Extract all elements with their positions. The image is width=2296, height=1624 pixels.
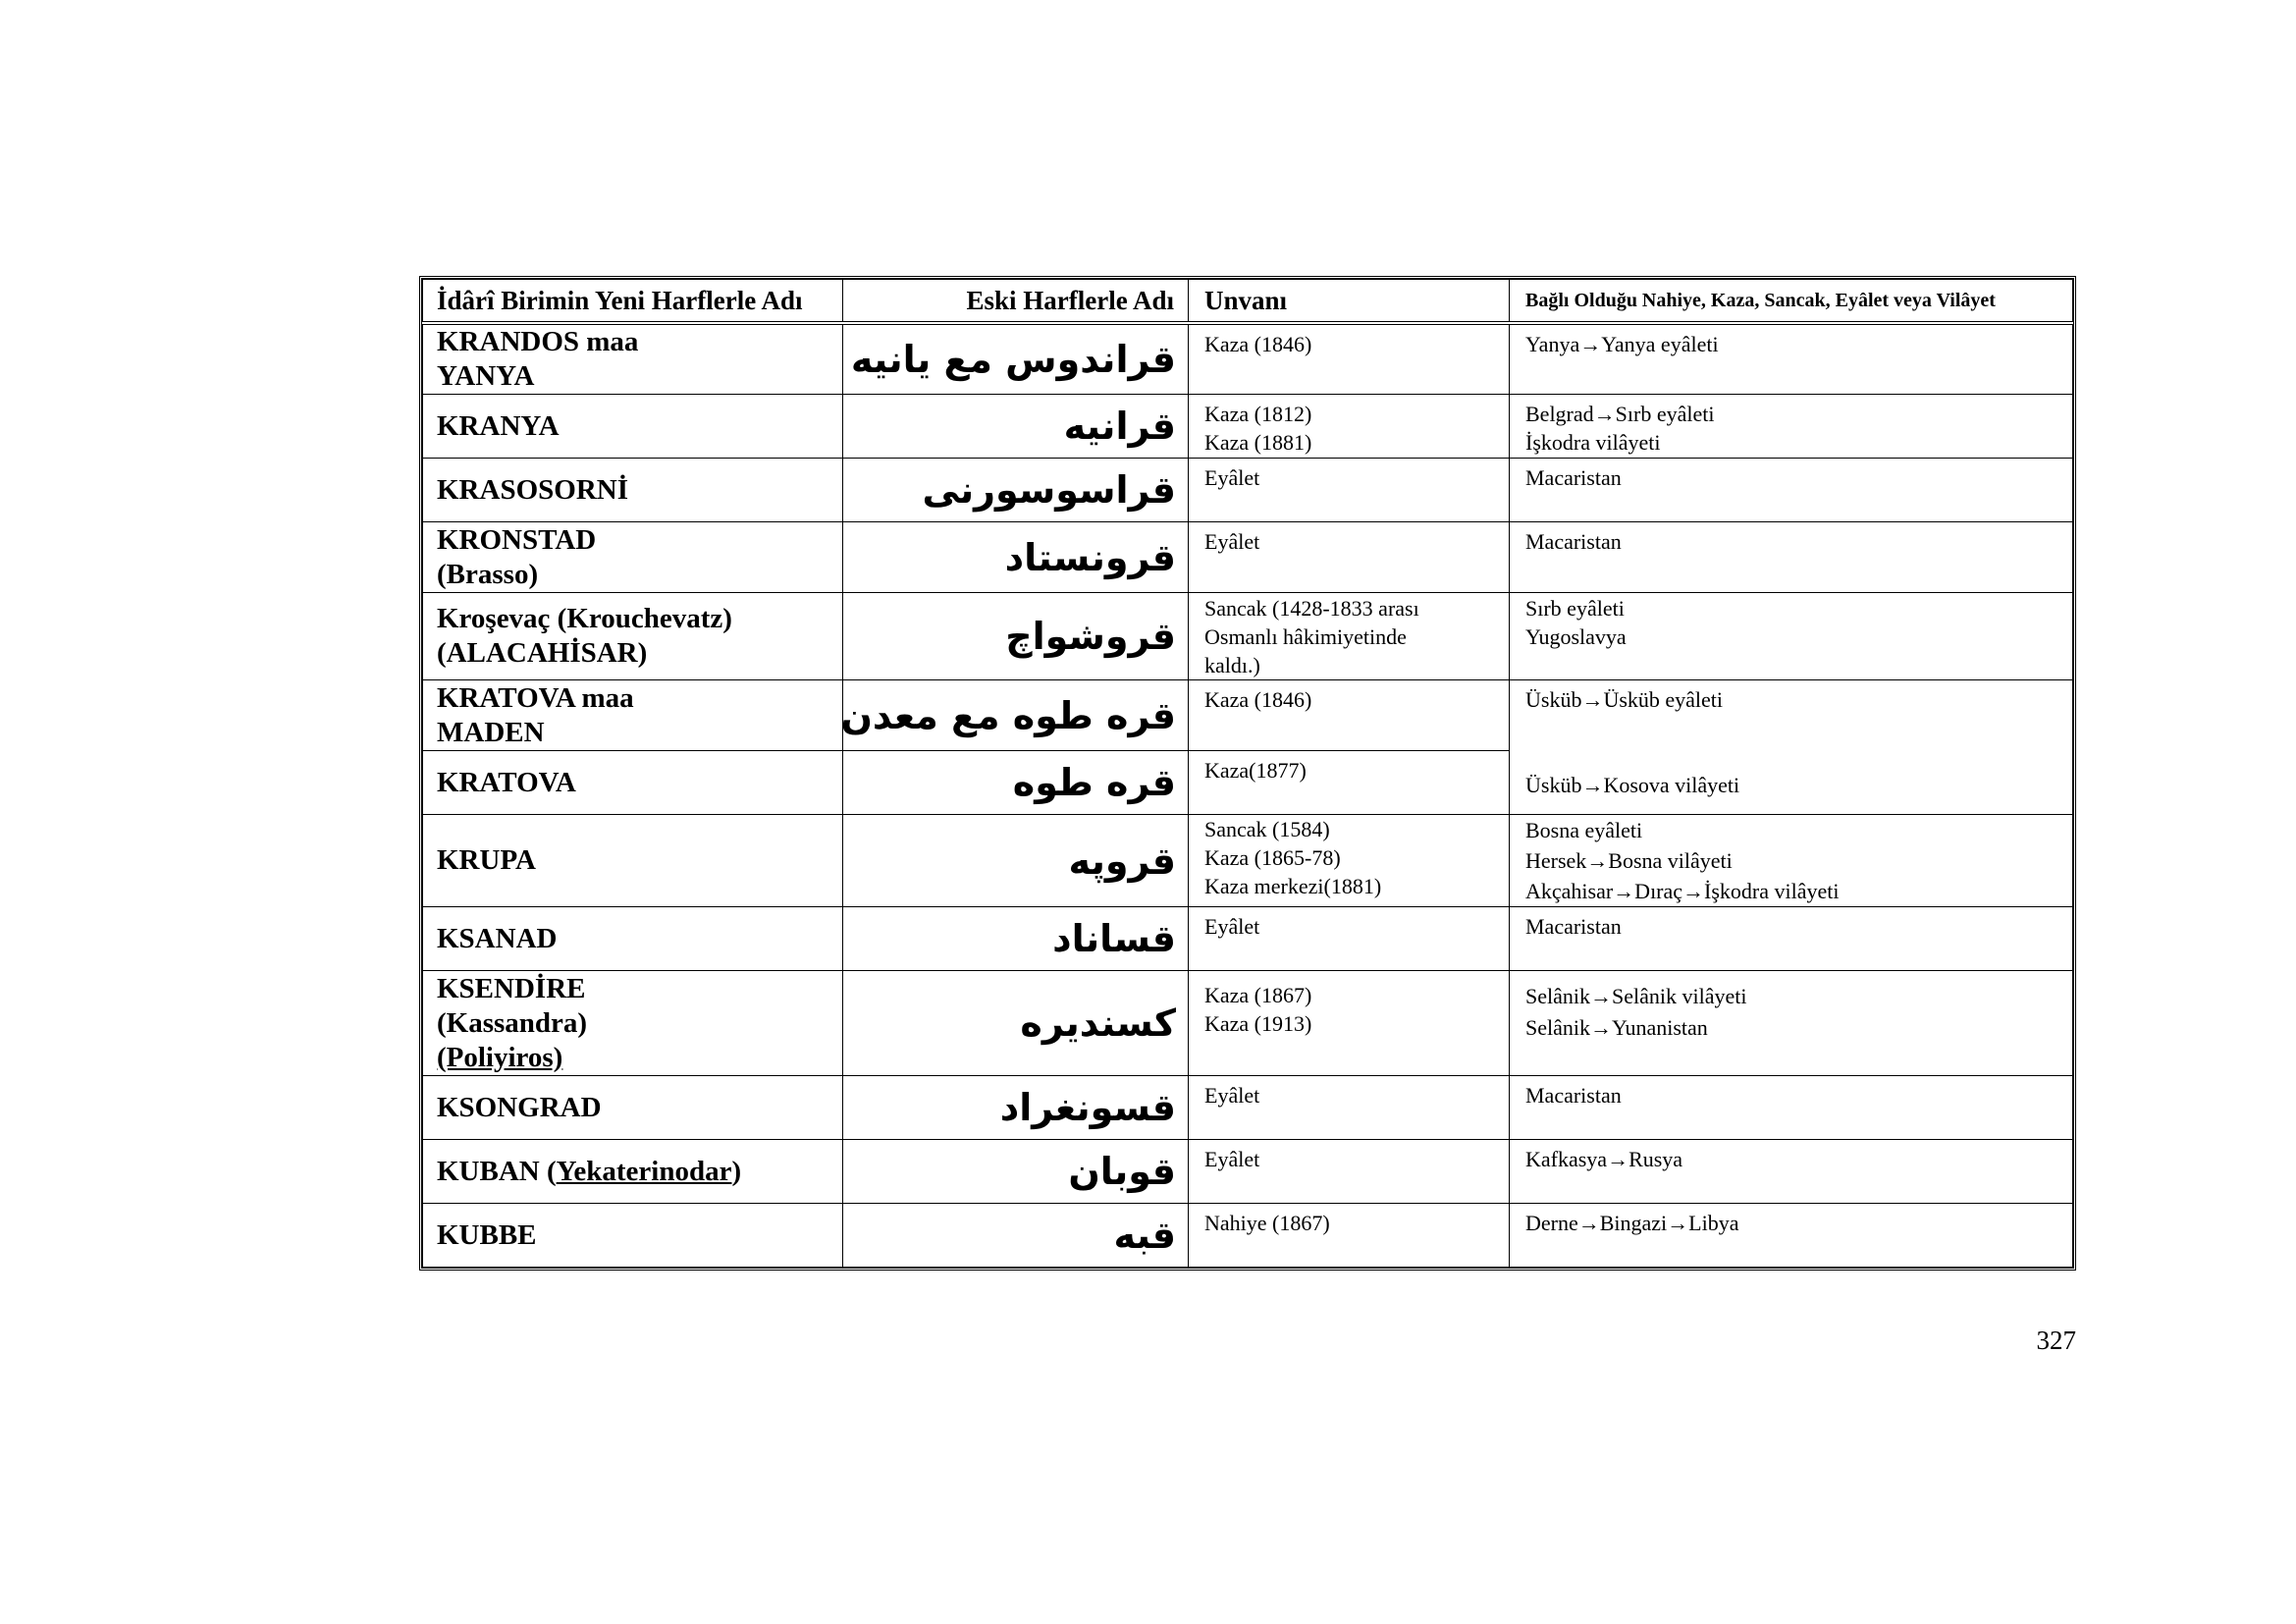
cell-title: [1189, 593, 1510, 680]
cell-old-name: قرانيه: [843, 395, 1189, 459]
cell-old-name: قراندوس مع يانيه: [843, 323, 1189, 395]
name-line: YANYA: [437, 360, 535, 392]
cell-old-name: قروشواچ: [843, 593, 1189, 680]
cell-old-name: قروپه: [843, 815, 1189, 907]
name-line: (ALACAHİSAR): [437, 637, 648, 669]
name-line: KUBBE: [437, 1218, 537, 1251]
name-line: KRANDOS maa: [437, 326, 639, 357]
table-row: [423, 971, 2073, 1076]
name-part: KUBAN (: [437, 1155, 557, 1187]
table-row: [423, 522, 2073, 593]
table-row: [423, 1204, 2073, 1268]
title-line: Kaza (1881): [1204, 430, 1312, 455]
affiliation-line: Akçahisar→Dıraç→İşkodra vilâyeti: [1525, 879, 1840, 903]
name-line: KRATOVA maa: [437, 681, 634, 714]
affiliation-line: Selânik→Selânik vilâyeti: [1525, 984, 1747, 1008]
affiliation-line: Sırb eyâleti: [1525, 596, 1625, 621]
cell-title: [1189, 971, 1510, 1076]
cell-affiliation: [1510, 522, 2073, 593]
affiliation-line: Selânik→Yunanistan: [1525, 1015, 1708, 1040]
cell-old-name: قوبان: [843, 1140, 1189, 1204]
cell-old-name: قرونستاد: [843, 522, 1189, 593]
cell-new-name: [423, 751, 843, 815]
title-line: Kaza (1812): [1204, 402, 1312, 426]
cell-title: [1189, 815, 1510, 907]
cell-old-name: قراسوسورنى: [843, 459, 1189, 522]
cell-title: [1189, 522, 1510, 593]
table-row: [423, 815, 2073, 907]
title-line: Sancak (1584): [1204, 817, 1330, 841]
header-title: Unvanı: [1189, 280, 1510, 324]
name-line: KRASOSORNİ: [437, 473, 628, 506]
header-old-script-name: Eski Harflerle Adı: [843, 280, 1189, 324]
title-line: Kaza(1877): [1204, 758, 1307, 783]
affiliation-line: Macaristan: [1525, 529, 1622, 554]
name-part-underlined: Yekaterinodar: [556, 1155, 732, 1187]
name-line: KRANYA: [437, 409, 560, 442]
cell-new-name: [423, 680, 843, 751]
cell-title: [1189, 751, 1510, 815]
affiliation-line: Macaristan: [1525, 1083, 1622, 1108]
cell-new-name: [423, 323, 843, 395]
cell-old-name: قره طوه: [843, 751, 1189, 815]
cell-old-name: قره طوه مع معدن: [843, 680, 1189, 751]
cell-title: [1189, 907, 1510, 971]
affiliation-line: Bosna eyâleti: [1525, 818, 1643, 842]
cell-affiliation: [1510, 907, 2073, 971]
title-line: kaldı.): [1204, 653, 1260, 677]
cell-title: [1189, 680, 1510, 751]
cell-new-name: [423, 459, 843, 522]
name-line: KRATOVA: [437, 766, 576, 798]
affiliation-line: Derne→Bingazi→Libya: [1525, 1211, 1739, 1235]
name-line: Kroşevaç (Krouchevatz): [437, 603, 732, 634]
place-names-table: [419, 276, 2076, 1271]
table-row: [423, 323, 2073, 395]
title-line: Kaza (1865-78): [1204, 845, 1341, 870]
cell-affiliation: [1510, 1204, 2073, 1268]
name-line: (Poliyiros): [437, 1041, 563, 1073]
cell-old-name: قبه: [843, 1204, 1189, 1268]
cell-new-name: [423, 522, 843, 593]
title-line: Eyâlet: [1204, 1147, 1260, 1171]
affiliation-line: Yanya→Yanya eyâleti: [1525, 332, 1719, 356]
table-row: [423, 1140, 2073, 1204]
title-line: Kaza (1913): [1204, 1011, 1312, 1036]
cell-affiliation: [1510, 459, 2073, 522]
cell-affiliation: [1510, 1140, 2073, 1204]
name-line: KRUPA: [437, 844, 536, 876]
cell-affiliation: [1510, 680, 2073, 815]
title-line: Eyâlet: [1204, 1083, 1260, 1108]
cell-title: [1189, 395, 1510, 459]
cell-title: [1189, 459, 1510, 522]
name-line: KSANAD: [437, 922, 558, 954]
cell-new-name: [423, 593, 843, 680]
cell-new-name: [423, 1140, 843, 1204]
table-row: [423, 680, 2073, 751]
table-row: [423, 907, 2073, 971]
affiliation-line: Üsküb→Üsküb eyâleti: [1525, 687, 1724, 712]
affiliation-line: Macaristan: [1525, 465, 1622, 490]
name-line: KRONSTAD: [437, 523, 597, 556]
title-line: Eyâlet: [1204, 914, 1260, 939]
cell-affiliation: [1510, 395, 2073, 459]
cell-title: [1189, 323, 1510, 395]
name-line: MADEN: [437, 716, 545, 748]
cell-new-name: [423, 1204, 843, 1268]
name-line: (Brasso): [437, 558, 539, 590]
name-line: KSONGRAD: [437, 1091, 602, 1123]
cell-affiliation: [1510, 593, 2073, 680]
cell-old-name: كسنديره: [843, 971, 1189, 1076]
affiliation-line: Hersek→Bosna vilâyeti: [1525, 848, 1733, 873]
cell-affiliation: [1510, 323, 2073, 395]
title-line: Sancak (1428-1833 arası: [1204, 596, 1419, 621]
cell-old-name: قساناد: [843, 907, 1189, 971]
affiliation-line: İşkodra vilâyeti: [1525, 430, 1661, 455]
cell-title: [1189, 1140, 1510, 1204]
page-number: 327: [2036, 1326, 2076, 1355]
cell-new-name: [423, 815, 843, 907]
affiliation-line: Yugoslavya: [1525, 624, 1627, 649]
name-part: ): [731, 1155, 742, 1187]
cell-new-name: [423, 907, 843, 971]
title-line: Kaza (1846): [1204, 332, 1312, 356]
affiliation-line: Üsküb→Kosova vilâyeti: [1525, 773, 1740, 797]
affiliation-line: Macaristan: [1525, 914, 1622, 939]
name-line: [437, 1155, 842, 1189]
cell-affiliation: [1510, 815, 2073, 907]
affiliation-line: Kafkasya→Rusya: [1525, 1147, 1683, 1171]
title-line: Eyâlet: [1204, 465, 1260, 490]
title-line: Kaza (1867): [1204, 983, 1312, 1007]
affiliation-line: Belgrad→Sırb eyâleti: [1525, 402, 1715, 426]
title-line: Kaza (1846): [1204, 687, 1312, 712]
cell-affiliation: [1510, 971, 2073, 1076]
title-line: Osmanlı hâkimiyetinde: [1204, 624, 1407, 649]
table-row: [423, 593, 2073, 680]
cell-title: [1189, 1204, 1510, 1268]
header-affiliation: Bağlı Olduğu Nahiye, Kaza, Sancak, Eyâlet veya Vilâyet: [1510, 280, 2073, 324]
title-line: Eyâlet: [1204, 529, 1260, 554]
cell-affiliation: [1510, 1076, 2073, 1140]
cell-title: [1189, 1076, 1510, 1140]
cell-new-name: [423, 395, 843, 459]
table-row: [423, 1076, 2073, 1140]
title-line: Kaza merkezi(1881): [1204, 874, 1382, 898]
title-line: Nahiye (1867): [1204, 1211, 1330, 1235]
table-row: [423, 459, 2073, 522]
table-header-row: [423, 280, 2073, 324]
cell-new-name: [423, 1076, 843, 1140]
cell-old-name: قسونغراد: [843, 1076, 1189, 1140]
cell-new-name: [423, 971, 843, 1076]
name-line: KSENDİRE: [437, 972, 586, 1004]
header-new-script-name: İdârî Birimin Yeni Harflerle Adı: [423, 280, 843, 324]
name-line: (Kassandra): [437, 1006, 588, 1039]
table-row: [423, 395, 2073, 459]
